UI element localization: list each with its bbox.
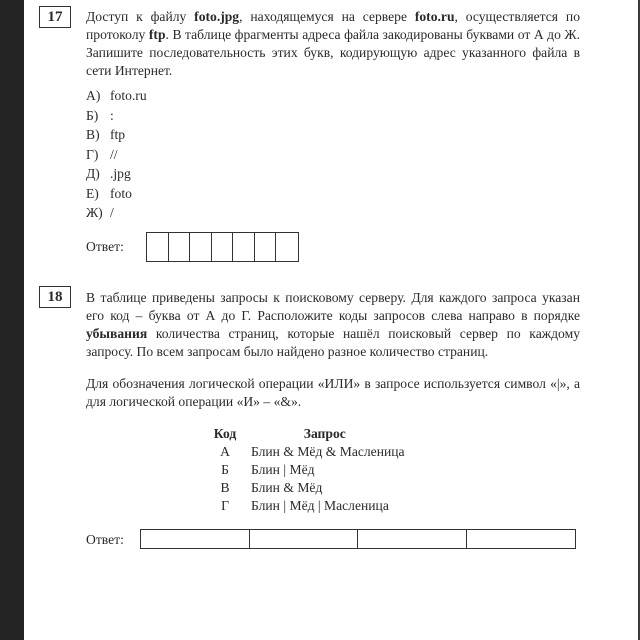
bold-term: foto.ru (414, 9, 455, 24)
question-18-answer-cells (140, 529, 576, 549)
bold-term: убывания (86, 326, 148, 341)
query-text: Блин | Мёд (251, 462, 315, 477)
query-text: Блин & Мёд & Масленица (251, 444, 405, 459)
text-run: В таблице приведены запросы к поисковому серверу. Для каждого запроса указан его код – буква от А до Г. Расположите коды запросов слева направо в порядке (86, 290, 580, 323)
option-value: .jpg (110, 166, 131, 181)
query-text: Блин & Мёд (251, 480, 323, 495)
option-item (86, 185, 132, 203)
answer-cell[interactable] (467, 530, 576, 548)
text-run: количества страниц, которые нашёл поисковый сервер по каждому запросу. По всем запросам было найдено разное количество страниц. (86, 326, 580, 359)
bold-term: ftp (148, 27, 166, 42)
answer-cell[interactable] (358, 530, 467, 548)
bold-term: foto.jpg (194, 9, 240, 24)
query-code: А (220, 444, 230, 459)
question-17-text (86, 8, 580, 80)
question-17-number: 17 (39, 6, 71, 28)
option-value: ftp (110, 127, 126, 142)
option-letter: Ж) (86, 205, 103, 220)
option-item (86, 126, 125, 144)
answer-cell[interactable] (141, 530, 250, 548)
answer-cell[interactable] (169, 233, 191, 261)
text-run: Доступ к файлу (86, 9, 195, 24)
option-letter: Е) (86, 185, 99, 201)
option-value: foto.ru (110, 88, 147, 103)
text-run: . В таблице фрагменты адреса файла закодированы буквами от А до Ж. Запишите последовательность этих букв, кодирующую адрес указанного файла в сети Интернет. (86, 27, 580, 78)
option-item (86, 204, 114, 222)
question-18-query-table (205, 425, 405, 515)
answer-cell[interactable] (212, 233, 234, 261)
option-item (86, 87, 147, 105)
option-letter: Б) (86, 107, 99, 123)
option-letter: Д) (86, 166, 100, 181)
question-18-text-operators: Для обозначения логической операции «ИЛИ» в запросе используется символ «|», а для логической операции «И» – «&». (86, 376, 580, 409)
option-item (86, 146, 118, 164)
option-letter: А) (86, 88, 101, 103)
header-code: Код (213, 426, 237, 441)
option-item (86, 107, 114, 125)
answer-cell[interactable] (147, 233, 169, 261)
option-letter: В) (86, 127, 100, 142)
left-dark-border (0, 0, 24, 640)
option-value: / (110, 205, 114, 220)
answer-cell[interactable] (190, 233, 212, 261)
answer-cell[interactable] (250, 530, 359, 548)
query-code: Г (221, 498, 229, 513)
question-18-text (86, 289, 580, 361)
answer-cell[interactable] (276, 233, 298, 261)
query-code: Б (221, 462, 229, 477)
question-18-number: 18 (39, 286, 71, 308)
table-row (205, 497, 405, 515)
query-text: Блин | Мёд | Масленица (251, 498, 389, 513)
table-header-row (205, 425, 405, 443)
option-letter: Г) (86, 146, 99, 162)
text-run: , осуществляется по протоколу (86, 9, 580, 42)
question-17-answer-label: Ответ: (86, 239, 124, 254)
table-row (205, 461, 405, 479)
header-query: Запрос (303, 426, 346, 441)
table-row (205, 443, 405, 461)
option-item (86, 165, 131, 183)
query-code: В (220, 480, 230, 495)
question-17-answer-cells (146, 232, 299, 262)
option-value: : (110, 107, 114, 123)
table-row (205, 479, 405, 497)
answer-cell[interactable] (255, 233, 277, 261)
answer-cell[interactable] (233, 233, 255, 261)
option-value: // (110, 146, 118, 162)
text-run: , находящемуся на сервере (239, 9, 415, 24)
option-value: foto (110, 185, 132, 201)
question-18-answer-label: Ответ: (86, 532, 124, 547)
